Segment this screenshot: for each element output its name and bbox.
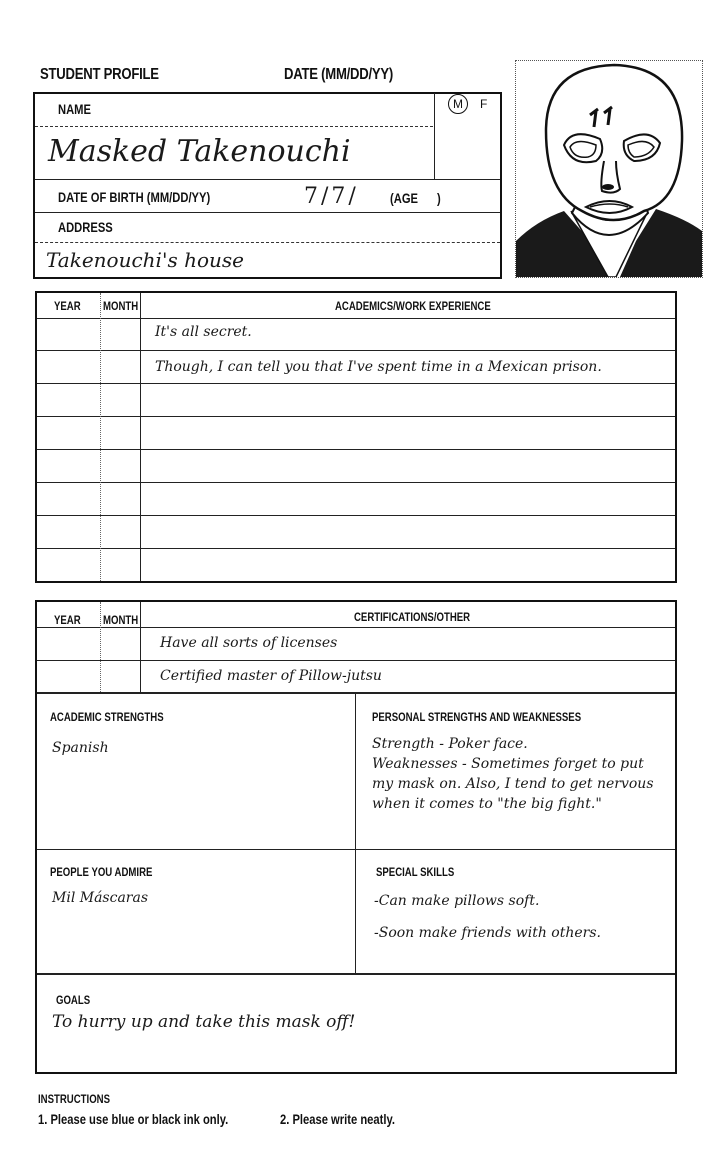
academics-table <box>35 291 677 583</box>
personal-line-3: my mask on. Also, I tend to get nervous <box>372 776 654 792</box>
profile-photo <box>515 60 703 278</box>
gender-f[interactable]: F <box>480 97 488 111</box>
cert-month-label: MONTH <box>103 613 139 627</box>
masked-face-illustration <box>516 61 702 277</box>
goals-value: To hurry up and take this mask off! <box>52 1012 356 1032</box>
cert-title: CERTIFICATIONS/OTHER <box>354 610 471 624</box>
cert-year-label: YEAR <box>54 613 81 627</box>
goals-label: GOALS <box>56 993 91 1007</box>
skills-label: SPECIAL SKILLS <box>376 865 455 879</box>
skills-line-2: -Soon make friends with others. <box>374 925 601 941</box>
date-label: DATE (MM/DD/YY) <box>284 66 394 83</box>
personal-line-1: Strength - Poker face. <box>372 736 528 752</box>
academics-title: ACADEMICS/WORK EXPERIENCE <box>335 299 491 313</box>
instructions-label: INSTRUCTIONS <box>38 1092 110 1106</box>
instruction-1: 1. Please use blue or black ink only. <box>38 1111 229 1127</box>
dob-value: 7/7/ <box>304 184 359 209</box>
dob-label: DATE OF BIRTH (MM/DD/YY) <box>58 189 211 205</box>
personal-line-2: Weaknesses - Sometimes forget to put <box>372 756 644 772</box>
personal-strengths-label: PERSONAL STRENGTHS AND WEAKNESSES <box>372 710 582 724</box>
admire-value: Mil Máscaras <box>52 890 149 906</box>
address-label: ADDRESS <box>58 219 113 235</box>
form-title: STUDENT PROFILE <box>40 66 159 83</box>
academics-row-2: Though, I can tell you that I've spent time in a Mexican prison. <box>155 359 602 375</box>
cert-row-1: Have all sorts of licenses <box>160 635 338 651</box>
skills-line-1: -Can make pillows soft. <box>374 893 540 909</box>
admire-label: PEOPLE YOU ADMIRE <box>50 865 153 879</box>
address-value: Takenouchi's house <box>46 248 244 272</box>
academic-strengths-label: ACADEMIC STRENGTHS <box>50 710 164 724</box>
cert-row-2: Certified master of Pillow-jutsu <box>160 668 382 684</box>
name-label: NAME <box>58 101 91 117</box>
instruction-2: 2. Please write neatly. <box>280 1111 395 1127</box>
age-label: (AGE <box>390 190 418 206</box>
gender-m-circled[interactable]: M <box>448 94 468 114</box>
academic-strengths-value: Spanish <box>52 740 109 756</box>
age-close: ) <box>437 190 441 206</box>
name-value: Masked Takenouchi <box>48 134 351 169</box>
academics-row-1: It's all secret. <box>155 324 252 340</box>
academics-month-label: MONTH <box>103 299 139 313</box>
personal-line-4: when it comes to "the big fight." <box>372 796 602 812</box>
academics-year-label: YEAR <box>54 299 81 313</box>
